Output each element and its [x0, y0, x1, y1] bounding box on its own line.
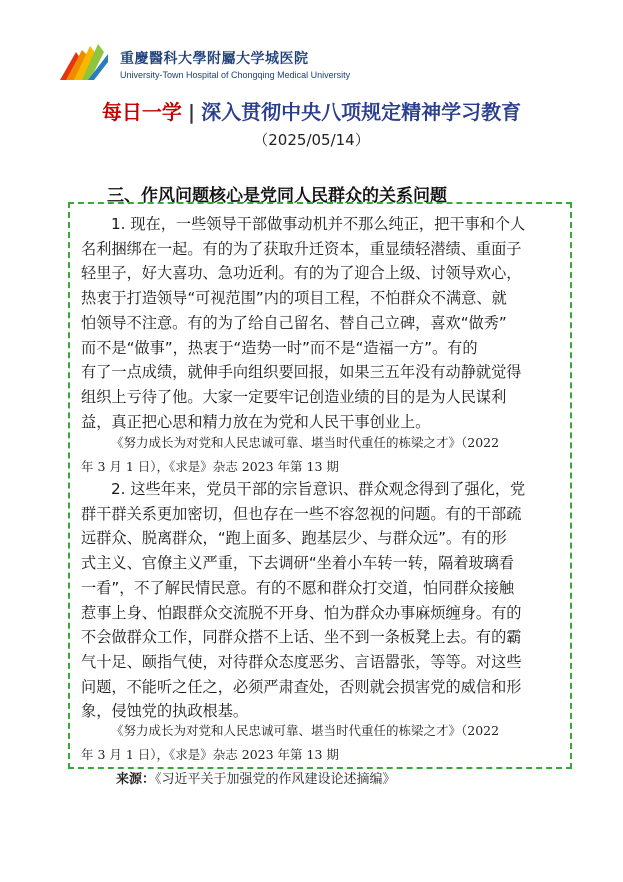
- title-prefix: 每日一学: [101, 100, 182, 124]
- citation-line: 年 3 月 1 日），《求是》杂志 2023 年第 13 期: [81, 459, 339, 474]
- paragraph-line: 怕领导不注意。有的为了给自己留名、替自己立碑，喜欢“做秀”: [81, 313, 507, 332]
- paragraph-line: 式主义、官僚主义严重，下去调研“坐着小车转一转，隔着玻璃看: [81, 554, 515, 573]
- page-title: [0, 96, 623, 125]
- paragraph-line: 名利捆绑在一起。有的为了获取升迁资本，重显绩轻潜绩、重面子: [81, 239, 522, 258]
- hospital-name-cn: 重慶醫科大學附屬大学城医院: [120, 51, 309, 67]
- source-note: [116, 768, 396, 787]
- paragraph-line: 象，侵蚀党的执政根基。: [81, 702, 249, 721]
- paragraph-1: [81, 212, 561, 434]
- title-separator: |: [187, 100, 196, 124]
- citation-1: [81, 431, 563, 479]
- citation-2: [81, 719, 563, 767]
- title-main: 深入贯彻中央八项规定精神学习教育: [201, 100, 522, 124]
- paragraph-line: 有了一点成绩，就伸手向组织要回报，如果三五年没有动静就觉得: [81, 363, 522, 382]
- paragraph-line: 不会做群众工作，同群众搭不上话、坐不到一条板凳上去。有的霸: [81, 628, 522, 647]
- paragraph-line: 而不是“做事”，热衷于“造势一时”而不是“造福一方”。有的: [81, 338, 478, 357]
- paragraph-line: 2. 这些年来，党员干部的宗旨意识、群众观念得到了强化，党: [111, 480, 526, 498]
- paragraph-line: 组织上亏待了他。大家一定要牢记创造业绩的目的是为人民谋利: [81, 387, 507, 406]
- section-heading: 三、作风问题核心是党同人民群众的关系问题: [107, 186, 447, 206]
- paragraph-line: 气十足、颐指气使，对待群众态度恶劣、言语嚣张，等等。对这些: [81, 652, 522, 671]
- paragraph-2: [81, 477, 561, 724]
- source-label: 来源：: [116, 772, 156, 787]
- hospital-logo-icon: [58, 40, 110, 82]
- citation-line: 年 3 月 1 日），《求是》杂志 2023 年第 13 期: [81, 747, 339, 762]
- paragraph-line: 远群众、脱离群众，“跑上面多、跑基层少、与群众远”。有的形: [81, 529, 507, 548]
- hospital-name-en: University-Town Hospital of Chongqing Medical University: [120, 70, 351, 80]
- paragraph-line: 益，真正把心思和精力放在为党和人民干事创业上。: [81, 412, 431, 431]
- paragraph-line: 群干群关系更加密切，但也存在一些不容忽视的问题。有的干部疏: [81, 504, 522, 523]
- citation-line: 《努力成长为对党和人民忠诚可靠、堪当时代重任的栋梁之才》（2022: [111, 723, 500, 738]
- publish-date: （2025/05/14）: [253, 131, 370, 149]
- paragraph-line: 热衷于打造领导“可视范围”内的项目工程，不怕群众不满意、就: [81, 289, 507, 308]
- source-value: 《习近平关于加强党的作风建设论述摘编》: [155, 772, 396, 787]
- paragraph-line: 惹事上身、怕跟群众交流脱不开身、怕为群众办事麻烦缠身。有的: [81, 603, 522, 622]
- paragraph-line: 轻里子，好大喜功、急功近利。有的为了迎合上级、讨领导欢心，: [81, 264, 522, 283]
- paragraph-line: 一看”，不了解民情民意。有的不愿和群众打交道，怕同群众接触: [81, 578, 515, 597]
- paragraph-line: 问题，不能听之任之，必须严肃查处，否则就会损害党的威信和形: [81, 677, 522, 696]
- citation-line: 《努力成长为对党和人民忠诚可靠、堪当时代重任的栋梁之才》（2022: [111, 435, 500, 450]
- paragraph-line: 1. 现在，一些领导干部做事动机并不那么纯正，把干事和个人: [111, 215, 526, 233]
